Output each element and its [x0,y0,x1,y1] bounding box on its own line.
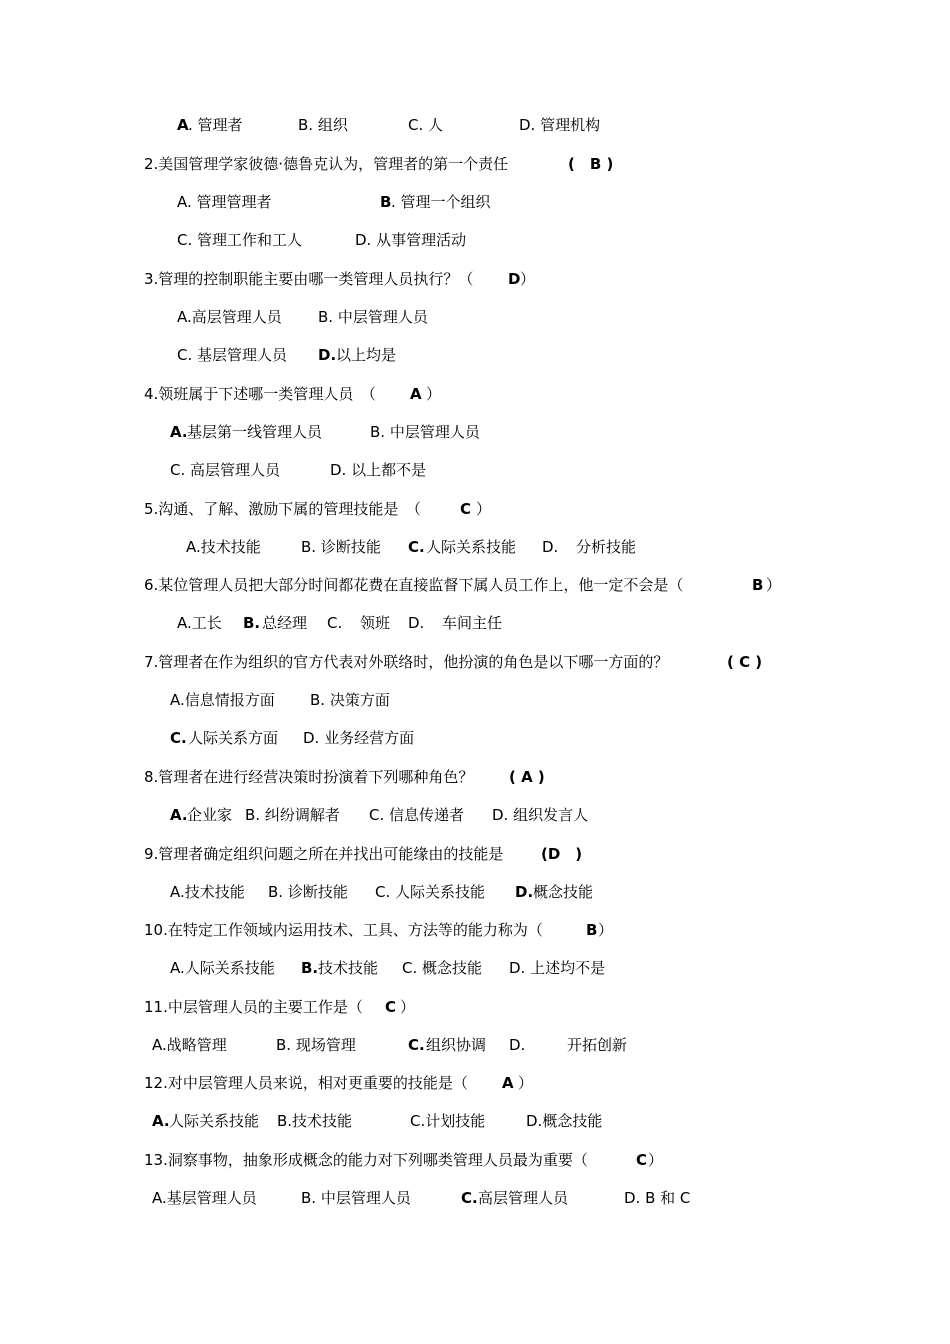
option-a-letter: A. [152,1112,170,1130]
option-c: 人际关系方面 [188,729,279,747]
option-c: C. 基层管理人员 [177,346,288,364]
option-c: 人际关系技能 [426,538,517,556]
option-a: A.技术技能 [170,883,245,901]
question-text: 2.美国管理学家彼德·德鲁克认为，管理者的第一个责任 [144,155,509,173]
question-text: 8.管理者在进行经营决策时扮演着下列哪种角色？ [144,768,474,786]
option-d: D. 从事管理活动 [355,231,467,249]
option-a-letter: A [177,116,189,134]
answer-close: ） [520,270,536,288]
option-b: 总经理 [262,614,308,632]
question-text: 3.管理的控制职能主要由哪一类管理人员执行？（ [144,270,474,288]
option-c: 领班 [360,614,391,632]
option-b: B. 中层管理人员 [301,1189,411,1207]
option-d: D. 管理机构 [519,116,601,134]
option-c-letter: C. [461,1189,478,1207]
option-b: B. 中层管理人员 [370,423,480,441]
option-c: C. 人 [408,116,444,134]
option-d: D. 以上都不是 [330,461,427,479]
option-a-letter: A. [170,806,188,824]
option-c-letter: C. [327,614,343,632]
option-b: B. 组织 [298,116,348,134]
option-d: D. B 和 C [624,1189,691,1207]
option-a: 人际关系技能 [169,1112,260,1130]
option-c-letter: C. [408,538,425,556]
option-b-letter: B. [301,959,319,977]
option-c: C. 人际关系技能 [375,883,486,901]
option-d: 分析技能 [576,538,637,556]
option-a: A.技术技能 [186,538,261,556]
option-c: C. 概念技能 [402,959,483,977]
option-b: B. 现场管理 [276,1036,356,1054]
option-a: A.人际关系技能 [170,959,275,977]
option-d-letter: D. [515,883,534,901]
answer: B [586,921,598,939]
option-c: C. 信息传递者 [369,806,465,824]
option-d-letter: D. [509,1036,526,1054]
option-d-letter: D. [408,614,425,632]
option-c: 高层管理人员 [478,1189,569,1207]
option-a: A.工长 [177,614,222,632]
option-d: 车间主任 [442,614,503,632]
option-b: B. 诊断技能 [301,538,381,556]
answer-close: ） [426,385,442,403]
option-d: 概念技能 [533,883,594,901]
option-a-letter: A. [170,423,188,441]
answer-close: ） [598,921,614,939]
answer-close: ） [648,1151,664,1169]
option-b: B.技术技能 [277,1112,353,1130]
question-text: 9.管理者确定组织问题之所在并找出可能缘由的技能是 [144,845,504,863]
option-a: A. 管理管理者 [177,193,272,211]
answer-close: ） [400,998,416,1016]
option-c-letter: C. [408,1036,425,1054]
question-text: 12.对中层管理人员来说，相对更重要的技能是（ [144,1074,468,1092]
option-d: D. 上述均不是 [509,959,606,977]
answer-close: ） [476,500,492,518]
option-a: 企业家 [187,806,233,824]
option-a: A.高层管理人员 [177,308,282,326]
question-text: 10.在特定工作领域内运用技术、工具、方法等的能力称为（ [144,921,543,939]
option-d: D. 业务经营方面 [303,729,415,747]
question-text: 6.某位管理人员把大部分时间都花费在直接监督下属人员工作上，他一定不会是（ [144,576,684,594]
option-a: . 管理者 [188,116,243,134]
option-d: D. 组织发言人 [492,806,589,824]
option-b-letter: B [380,193,392,211]
option-d: D.概念技能 [526,1112,603,1130]
option-b: 技术技能 [318,959,379,977]
answer: A [410,385,422,403]
option-a: 基层第一线管理人员 [187,423,323,441]
option-d: 以上均是 [336,346,397,364]
option-c: C.计划技能 [410,1112,486,1130]
option-d-letter: D. [318,346,337,364]
answer: C [385,998,397,1016]
option-c: C. 管理工作和工人 [177,231,303,249]
answer: ( C ) [727,653,763,671]
answer: C [636,1151,648,1169]
answer-close: ） [766,576,782,594]
question-text: 11.中层管理人员的主要工作是（ [144,998,363,1016]
option-a: A.信息情报方面 [170,691,275,709]
question-text: 5.沟通、了解、激励下属的管理技能是 （ [144,500,421,518]
answer: ( B ) [568,155,614,173]
option-b: B. 诊断技能 [268,883,348,901]
question-text: 4.领班属于下述哪一类管理人员 （ [144,385,376,403]
answer: ( A ) [509,768,545,786]
answer: (D ) [541,845,583,863]
option-d-letter: D. [542,538,559,556]
option-c: C. 高层管理人员 [170,461,281,479]
option-b: B. 中层管理人员 [318,308,428,326]
question-text: 7.管理者在作为组织的官方代表对外联络时，他扮演的角色是以下哪一方面的？ [144,653,669,671]
option-b: B. 纠纷调解者 [245,806,340,824]
answer: A [502,1074,514,1092]
option-c-letter: C. [170,729,187,747]
option-b-letter: B. [243,614,261,632]
option-b: B. 决策方面 [310,691,390,709]
answer: C [460,500,472,518]
option-d: 开拓创新 [567,1036,628,1054]
option-a: A.基层管理人员 [152,1189,257,1207]
answer-close: ） [518,1074,534,1092]
option-a: A.战略管理 [152,1036,227,1054]
option-b: . 管理一个组织 [391,193,491,211]
answer: D [508,270,521,288]
answer: B [752,576,764,594]
question-text: 13.洞察事物，抽象形成概念的能力对下列哪类管理人员最为重要（ [144,1151,588,1169]
option-c: 组织协调 [426,1036,487,1054]
